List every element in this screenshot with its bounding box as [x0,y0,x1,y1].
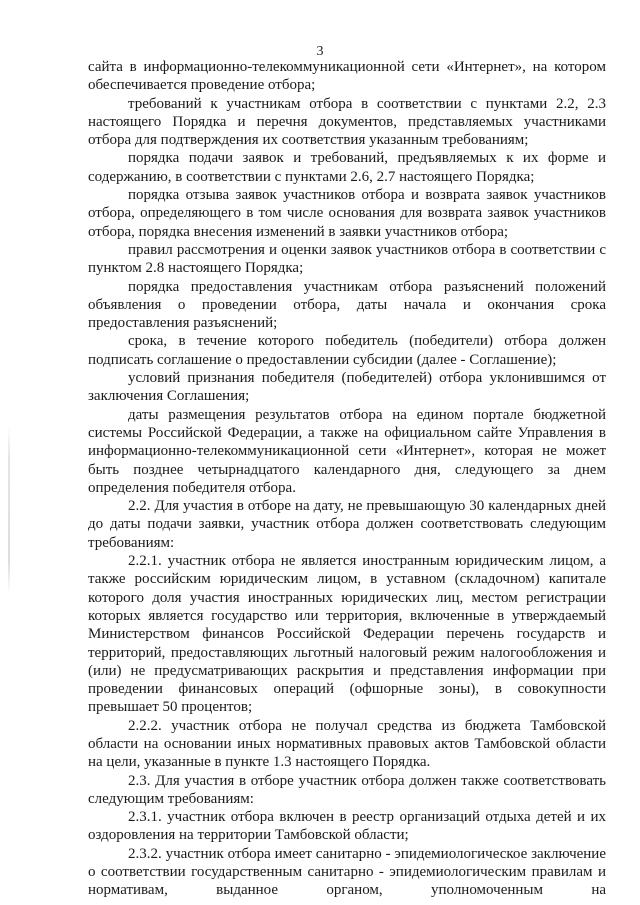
paragraph-results-publication: даты размещения результатов отбора на едином портале бюджетной системы Российской Федерации, а также на официальном сайте Управления в информационно-телекоммуникационной сети «Интернет», которая не может быть позднее четырнадцатого календарного дня, следующего за днем определения победителя отбора. [88,406,606,496]
paragraph-participant-requirements: требований к участникам отбора в соответствии с пунктами 2.2, 2.3 настоящего Порядка и перечня документов, представляемых участниками отбора для подтверждения их соответствия указанным требованиям; [88,95,606,149]
paragraph-section-2-2-2: 2.2.2. участник отбора не получал средства из бюджета Тамбовской области на основании иных нормативных правовых актов Тамбовской области на цели, указанные в пункте 1.3 настоящего Порядка. [88,717,606,771]
paragraph-section-2-3: 2.3. Для участия в отборе участник отбора должен также соответствовать следующим требованиям: [88,772,606,807]
paragraph-review-rules: правил рассмотрения и оценки заявок участников отбора в соответствии с пунктом 2.8 настоящего Порядка; [88,241,606,277]
page-number: 3 [316,44,324,59]
document-body [88,58,606,900]
paragraph-clarifications: порядка предоставления участникам отбора разъяснений положений объявления о проведении отбора, даты начала и окончания срока предоставления разъяснений; [88,278,606,332]
paragraph-website-continuation: сайта в информационно-телекоммуникационной сети «Интернет», на котором обеспечивается проведение отбора; [88,59,606,94]
paragraph-section-2-2-1: 2.2.1. участник отбора не является иностранным юридическим лицом, а также российским юридическим лицом, в уставном (складочном) капитале которого доля участия иностранных юридических лиц, местом регистрации которых является государство или территория, включенные в утверждаемый Министерством финансов Российской Федерации перечень государств и территорий, предоставляющих льготный налоговый режим налогообложения и (или) не предусматривающих раскрытия и представления информации при проведении финансовых операций (офшорные зоны), в совокупности превышает 50 процентов; [88,553,606,716]
paragraph-application-procedure: порядка подачи заявок и требований, предъявляемых к их форме и содержанию, в соответствии с пунктами 2.6, 2.7 настоящего Порядка; [88,150,606,185]
paragraph-evasion-conditions: условий признания победителя (победителей) отбора уклонившимся от заключения Соглашения; [88,370,606,405]
paragraph-section-2-3-2: 2.3.2. участник отбора имеет санитарно - эпидемиологическое заключение о соответствии государственным санитарно - эпидемиологическим правилам и нормативам, выданное органом, уполномоченным на [88,845,606,899]
paragraph-section-2-3-1: 2.3.1. участник отбора включен в реестр организаций отдыха детей и их оздоровления на территории Тамбовской области; [88,809,606,844]
paragraph-application-withdrawal: порядка отзыва заявок участников отбора и возврата заявок участников отбора, определяющего в том числе основания для возврата заявок участников отбора, порядка внесения изменений в заявки участников отбора; [88,187,606,240]
paragraph-section-2-2: 2.2. Для участия в отборе на дату, не превышающую 30 календарных дней до даты подачи заявки, участник отбора должен соответствовать следующим требованиям: [88,498,606,551]
paragraph-agreement-term: срока, в течение которого победитель (победители) отбора должен подписать соглашение о предоставлении субсидии (далее - Соглашение); [88,333,606,368]
scan-margin-mark [8,425,10,595]
